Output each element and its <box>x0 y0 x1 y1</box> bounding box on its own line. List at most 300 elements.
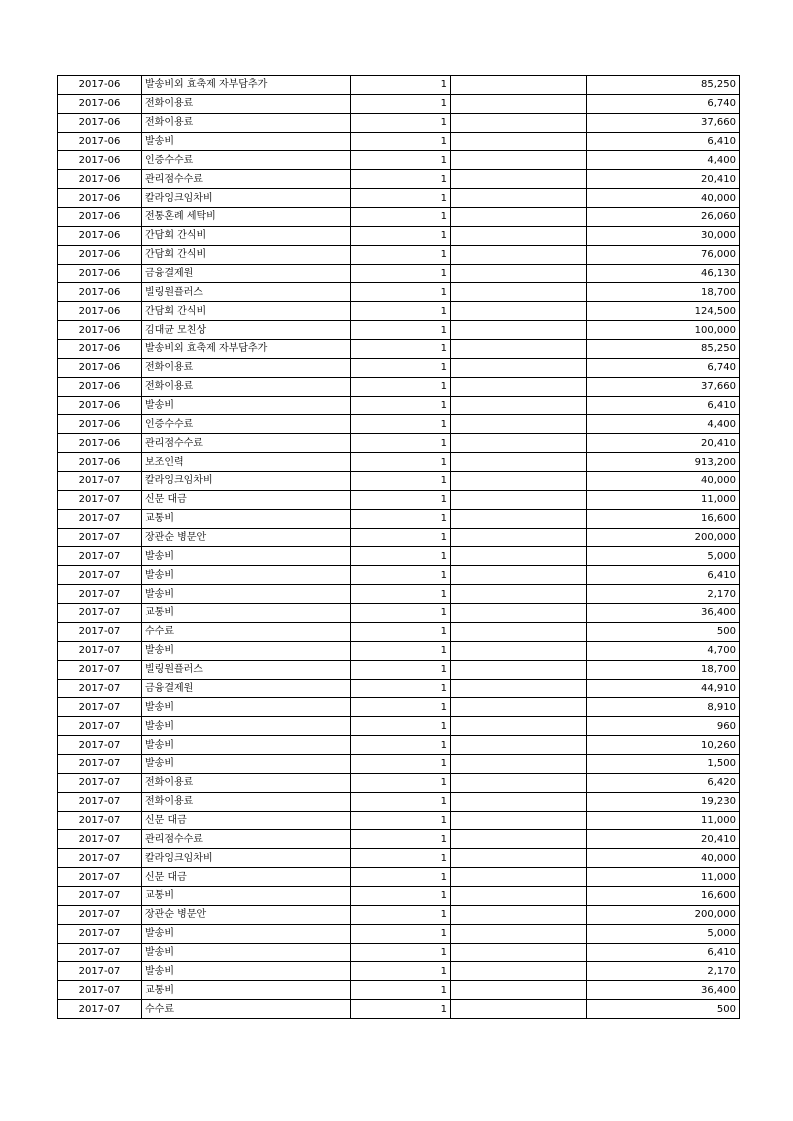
description-cell: 보조인력 <box>142 453 351 472</box>
amount-cell: 5,000 <box>587 547 740 566</box>
description-cell: 전화이용료 <box>142 377 351 396</box>
blank-cell <box>451 170 587 189</box>
date-cell: 2017-07 <box>58 622 142 641</box>
date-cell: 2017-06 <box>58 170 142 189</box>
date-cell: 2017-06 <box>58 189 142 208</box>
quantity-cell: 1 <box>351 358 451 377</box>
quantity-cell: 1 <box>351 943 451 962</box>
table-row <box>58 453 740 472</box>
table-row <box>58 660 740 679</box>
description-cell: 발송비 <box>142 943 351 962</box>
amount-cell: 40,000 <box>587 472 740 491</box>
table-row <box>58 754 740 773</box>
quantity-cell: 1 <box>351 679 451 698</box>
description-cell: 인증수수료 <box>142 415 351 434</box>
table-row <box>58 434 740 453</box>
quantity-cell: 1 <box>351 302 451 321</box>
date-cell: 2017-07 <box>58 679 142 698</box>
quantity-cell: 1 <box>351 453 451 472</box>
table-row <box>58 566 740 585</box>
quantity-cell: 1 <box>351 830 451 849</box>
amount-cell: 8,910 <box>587 698 740 717</box>
description-cell: 교통비 <box>142 886 351 905</box>
date-cell: 2017-07 <box>58 981 142 1000</box>
blank-cell <box>451 717 587 736</box>
description-cell: 금융결제원 <box>142 264 351 283</box>
quantity-cell: 1 <box>351 622 451 641</box>
blank-cell <box>451 528 587 547</box>
quantity-cell: 1 <box>351 811 451 830</box>
table-row <box>58 509 740 528</box>
date-cell: 2017-06 <box>58 208 142 227</box>
date-cell: 2017-07 <box>58 886 142 905</box>
amount-cell: 16,600 <box>587 509 740 528</box>
date-cell: 2017-07 <box>58 905 142 924</box>
amount-cell: 26,060 <box>587 208 740 227</box>
amount-cell: 20,410 <box>587 434 740 453</box>
amount-cell: 40,000 <box>587 189 740 208</box>
table-row <box>58 886 740 905</box>
table-row <box>58 94 740 113</box>
description-cell: 발송비 <box>142 566 351 585</box>
quantity-cell: 1 <box>351 1000 451 1019</box>
amount-cell: 46,130 <box>587 264 740 283</box>
date-cell: 2017-06 <box>58 377 142 396</box>
quantity-cell: 1 <box>351 340 451 359</box>
description-cell: 전화이용료 <box>142 773 351 792</box>
table-row <box>58 830 740 849</box>
date-cell: 2017-06 <box>58 453 142 472</box>
description-cell: 발송비 <box>142 924 351 943</box>
description-cell: 발송비 <box>142 962 351 981</box>
amount-cell: 100,000 <box>587 321 740 340</box>
date-cell: 2017-06 <box>58 321 142 340</box>
description-cell: 발송비 <box>142 132 351 151</box>
amount-cell: 6,410 <box>587 566 740 585</box>
blank-cell <box>451 641 587 660</box>
quantity-cell: 1 <box>351 226 451 245</box>
quantity-cell: 1 <box>351 434 451 453</box>
table-row <box>58 641 740 660</box>
blank-cell <box>451 943 587 962</box>
amount-cell: 500 <box>587 622 740 641</box>
table-row <box>58 622 740 641</box>
amount-cell: 18,700 <box>587 660 740 679</box>
date-cell: 2017-07 <box>58 849 142 868</box>
date-cell: 2017-07 <box>58 660 142 679</box>
amount-cell: 18,700 <box>587 283 740 302</box>
date-cell: 2017-06 <box>58 226 142 245</box>
description-cell: 전화이용료 <box>142 113 351 132</box>
blank-cell <box>451 340 587 359</box>
date-cell: 2017-07 <box>58 509 142 528</box>
table-row <box>58 170 740 189</box>
date-cell: 2017-07 <box>58 943 142 962</box>
blank-cell <box>451 245 587 264</box>
table-row <box>58 943 740 962</box>
table-row <box>58 981 740 1000</box>
description-cell: 발송비 <box>142 547 351 566</box>
description-cell: 신문 대금 <box>142 868 351 887</box>
blank-cell <box>451 679 587 698</box>
amount-cell: 2,170 <box>587 962 740 981</box>
amount-cell: 37,660 <box>587 377 740 396</box>
table-row <box>58 113 740 132</box>
date-cell: 2017-07 <box>58 566 142 585</box>
table-row <box>58 377 740 396</box>
blank-cell <box>451 754 587 773</box>
date-cell: 2017-07 <box>58 962 142 981</box>
table-row <box>58 717 740 736</box>
blank-cell <box>451 396 587 415</box>
table-row <box>58 132 740 151</box>
date-cell: 2017-07 <box>58 547 142 566</box>
description-cell: 교통비 <box>142 509 351 528</box>
description-cell: 전화이용료 <box>142 358 351 377</box>
amount-cell: 11,000 <box>587 490 740 509</box>
date-cell: 2017-06 <box>58 264 142 283</box>
quantity-cell: 1 <box>351 717 451 736</box>
blank-cell <box>451 622 587 641</box>
quantity-cell: 1 <box>351 962 451 981</box>
blank-cell <box>451 453 587 472</box>
table-row <box>58 208 740 227</box>
quantity-cell: 1 <box>351 264 451 283</box>
table-row <box>58 340 740 359</box>
blank-cell <box>451 924 587 943</box>
table-row <box>58 868 740 887</box>
description-cell: 김대균 모친상 <box>142 321 351 340</box>
table-row <box>58 736 740 755</box>
date-cell: 2017-07 <box>58 773 142 792</box>
blank-cell <box>451 868 587 887</box>
blank-cell <box>451 905 587 924</box>
quantity-cell: 1 <box>351 905 451 924</box>
amount-cell: 76,000 <box>587 245 740 264</box>
quantity-cell: 1 <box>351 886 451 905</box>
quantity-cell: 1 <box>351 509 451 528</box>
blank-cell <box>451 509 587 528</box>
date-cell: 2017-06 <box>58 245 142 264</box>
amount-cell: 6,740 <box>587 358 740 377</box>
blank-cell <box>451 736 587 755</box>
date-cell: 2017-07 <box>58 736 142 755</box>
blank-cell <box>451 321 587 340</box>
date-cell: 2017-06 <box>58 340 142 359</box>
quantity-cell: 1 <box>351 660 451 679</box>
table-row <box>58 189 740 208</box>
description-cell: 빌링원플러스 <box>142 283 351 302</box>
date-cell: 2017-06 <box>58 283 142 302</box>
amount-cell: 6,410 <box>587 132 740 151</box>
table-row <box>58 528 740 547</box>
quantity-cell: 1 <box>351 641 451 660</box>
date-cell: 2017-06 <box>58 76 142 95</box>
blank-cell <box>451 792 587 811</box>
blank-cell <box>451 113 587 132</box>
quantity-cell: 1 <box>351 94 451 113</box>
quantity-cell: 1 <box>351 736 451 755</box>
description-cell: 발송비 <box>142 736 351 755</box>
date-cell: 2017-07 <box>58 490 142 509</box>
table-row <box>58 396 740 415</box>
description-cell: 발송비 <box>142 396 351 415</box>
amount-cell: 10,260 <box>587 736 740 755</box>
quantity-cell: 1 <box>351 698 451 717</box>
table-row <box>58 962 740 981</box>
blank-cell <box>451 208 587 227</box>
description-cell: 장관순 병문안 <box>142 528 351 547</box>
blank-cell <box>451 660 587 679</box>
blank-cell <box>451 547 587 566</box>
description-cell: 인증수수료 <box>142 151 351 170</box>
date-cell: 2017-07 <box>58 472 142 491</box>
blank-cell <box>451 434 587 453</box>
quantity-cell: 1 <box>351 321 451 340</box>
blank-cell <box>451 151 587 170</box>
amount-cell: 4,700 <box>587 641 740 660</box>
date-cell: 2017-07 <box>58 717 142 736</box>
table-row <box>58 905 740 924</box>
description-cell: 전화이용료 <box>142 94 351 113</box>
table-row <box>58 773 740 792</box>
amount-cell: 20,410 <box>587 170 740 189</box>
description-cell: 간담회 간식비 <box>142 245 351 264</box>
amount-cell: 5,000 <box>587 924 740 943</box>
table-row <box>58 547 740 566</box>
amount-cell: 500 <box>587 1000 740 1019</box>
quantity-cell: 1 <box>351 773 451 792</box>
blank-cell <box>451 981 587 1000</box>
table-row <box>58 924 740 943</box>
table-row <box>58 698 740 717</box>
blank-cell <box>451 358 587 377</box>
date-cell: 2017-06 <box>58 113 142 132</box>
blank-cell <box>451 698 587 717</box>
amount-cell: 11,000 <box>587 811 740 830</box>
blank-cell <box>451 283 587 302</box>
table-row <box>58 490 740 509</box>
date-cell: 2017-07 <box>58 924 142 943</box>
date-cell: 2017-07 <box>58 585 142 604</box>
amount-cell: 200,000 <box>587 528 740 547</box>
quantity-cell: 1 <box>351 132 451 151</box>
quantity-cell: 1 <box>351 151 451 170</box>
amount-cell: 124,500 <box>587 302 740 321</box>
date-cell: 2017-07 <box>58 698 142 717</box>
amount-cell: 16,600 <box>587 886 740 905</box>
table-row <box>58 849 740 868</box>
table-row <box>58 811 740 830</box>
description-cell: 발송비 <box>142 717 351 736</box>
amount-cell: 44,910 <box>587 679 740 698</box>
description-cell: 교통비 <box>142 604 351 623</box>
description-cell: 칼라잉크임차비 <box>142 849 351 868</box>
description-cell: 발송비외 효축제 자부담추가 <box>142 340 351 359</box>
description-cell: 교통비 <box>142 981 351 1000</box>
quantity-cell: 1 <box>351 585 451 604</box>
blank-cell <box>451 76 587 95</box>
date-cell: 2017-07 <box>58 604 142 623</box>
date-cell: 2017-07 <box>58 830 142 849</box>
quantity-cell: 1 <box>351 283 451 302</box>
table-row <box>58 679 740 698</box>
quantity-cell: 1 <box>351 547 451 566</box>
amount-cell: 960 <box>587 717 740 736</box>
table-row <box>58 264 740 283</box>
blank-cell <box>451 94 587 113</box>
table-row <box>58 226 740 245</box>
blank-cell <box>451 830 587 849</box>
quantity-cell: 1 <box>351 924 451 943</box>
blank-cell <box>451 811 587 830</box>
amount-cell: 6,740 <box>587 94 740 113</box>
blank-cell <box>451 490 587 509</box>
quantity-cell: 1 <box>351 566 451 585</box>
quantity-cell: 1 <box>351 189 451 208</box>
blank-cell <box>451 264 587 283</box>
table-row <box>58 792 740 811</box>
description-cell: 수수료 <box>142 1000 351 1019</box>
blank-cell <box>451 377 587 396</box>
description-cell: 간담회 간식비 <box>142 302 351 321</box>
description-cell: 금융결제원 <box>142 679 351 698</box>
amount-cell: 36,400 <box>587 604 740 623</box>
quantity-cell: 1 <box>351 170 451 189</box>
quantity-cell: 1 <box>351 868 451 887</box>
description-cell: 관리점수수료 <box>142 830 351 849</box>
quantity-cell: 1 <box>351 792 451 811</box>
blank-cell <box>451 1000 587 1019</box>
quantity-cell: 1 <box>351 377 451 396</box>
blank-cell <box>451 415 587 434</box>
amount-cell: 6,410 <box>587 396 740 415</box>
description-cell: 칼라잉크임차비 <box>142 189 351 208</box>
blank-cell <box>451 849 587 868</box>
date-cell: 2017-06 <box>58 132 142 151</box>
table-row <box>58 151 740 170</box>
description-cell: 수수료 <box>142 622 351 641</box>
table-row <box>58 358 740 377</box>
description-cell: 신문 대금 <box>142 490 351 509</box>
table-row <box>58 472 740 491</box>
blank-cell <box>451 585 587 604</box>
amount-cell: 40,000 <box>587 849 740 868</box>
quantity-cell: 1 <box>351 849 451 868</box>
description-cell: 빌링원플러스 <box>142 660 351 679</box>
quantity-cell: 1 <box>351 981 451 1000</box>
blank-cell <box>451 189 587 208</box>
date-cell: 2017-07 <box>58 868 142 887</box>
date-cell: 2017-07 <box>58 528 142 547</box>
blank-cell <box>451 962 587 981</box>
quantity-cell: 1 <box>351 113 451 132</box>
table-row <box>58 1000 740 1019</box>
description-cell: 관리점수수료 <box>142 170 351 189</box>
amount-cell: 37,660 <box>587 113 740 132</box>
date-cell: 2017-06 <box>58 415 142 434</box>
date-cell: 2017-06 <box>58 94 142 113</box>
description-cell: 신문 대금 <box>142 811 351 830</box>
description-cell: 발송비 <box>142 641 351 660</box>
blank-cell <box>451 886 587 905</box>
quantity-cell: 1 <box>351 472 451 491</box>
blank-cell <box>451 132 587 151</box>
table-row <box>58 585 740 604</box>
table-row <box>58 321 740 340</box>
blank-cell <box>451 566 587 585</box>
description-cell: 간담회 간식비 <box>142 226 351 245</box>
amount-cell: 85,250 <box>587 340 740 359</box>
quantity-cell: 1 <box>351 245 451 264</box>
quantity-cell: 1 <box>351 415 451 434</box>
description-cell: 발송비 <box>142 698 351 717</box>
date-cell: 2017-06 <box>58 396 142 415</box>
amount-cell: 913,200 <box>587 453 740 472</box>
amount-cell: 4,400 <box>587 415 740 434</box>
amount-cell: 11,000 <box>587 868 740 887</box>
description-cell: 관리점수수료 <box>142 434 351 453</box>
date-cell: 2017-07 <box>58 1000 142 1019</box>
blank-cell <box>451 604 587 623</box>
table-row <box>58 302 740 321</box>
expense-table <box>57 75 740 1019</box>
quantity-cell: 1 <box>351 490 451 509</box>
quantity-cell: 1 <box>351 528 451 547</box>
table-row <box>58 76 740 95</box>
amount-cell: 85,250 <box>587 76 740 95</box>
date-cell: 2017-06 <box>58 434 142 453</box>
blank-cell <box>451 226 587 245</box>
description-cell: 발송비외 효축제 자부담추가 <box>142 76 351 95</box>
amount-cell: 19,230 <box>587 792 740 811</box>
quantity-cell: 1 <box>351 208 451 227</box>
description-cell: 발송비 <box>142 585 351 604</box>
quantity-cell: 1 <box>351 76 451 95</box>
amount-cell: 30,000 <box>587 226 740 245</box>
amount-cell: 2,170 <box>587 585 740 604</box>
description-cell: 전화이용료 <box>142 792 351 811</box>
date-cell: 2017-07 <box>58 754 142 773</box>
amount-cell: 36,400 <box>587 981 740 1000</box>
quantity-cell: 1 <box>351 604 451 623</box>
quantity-cell: 1 <box>351 754 451 773</box>
date-cell: 2017-07 <box>58 641 142 660</box>
amount-cell: 1,500 <box>587 754 740 773</box>
date-cell: 2017-06 <box>58 358 142 377</box>
description-cell: 발송비 <box>142 754 351 773</box>
date-cell: 2017-06 <box>58 151 142 170</box>
description-cell: 장관순 병문안 <box>142 905 351 924</box>
description-cell: 칼라잉크임차비 <box>142 472 351 491</box>
amount-cell: 4,400 <box>587 151 740 170</box>
amount-cell: 6,410 <box>587 943 740 962</box>
amount-cell: 200,000 <box>587 905 740 924</box>
table-row <box>58 604 740 623</box>
quantity-cell: 1 <box>351 396 451 415</box>
amount-cell: 6,420 <box>587 773 740 792</box>
blank-cell <box>451 472 587 491</box>
date-cell: 2017-07 <box>58 811 142 830</box>
description-cell: 전통혼례 세탁비 <box>142 208 351 227</box>
amount-cell: 20,410 <box>587 830 740 849</box>
blank-cell <box>451 302 587 321</box>
table-row <box>58 245 740 264</box>
table-row <box>58 415 740 434</box>
date-cell: 2017-06 <box>58 302 142 321</box>
table-row <box>58 283 740 302</box>
blank-cell <box>451 773 587 792</box>
